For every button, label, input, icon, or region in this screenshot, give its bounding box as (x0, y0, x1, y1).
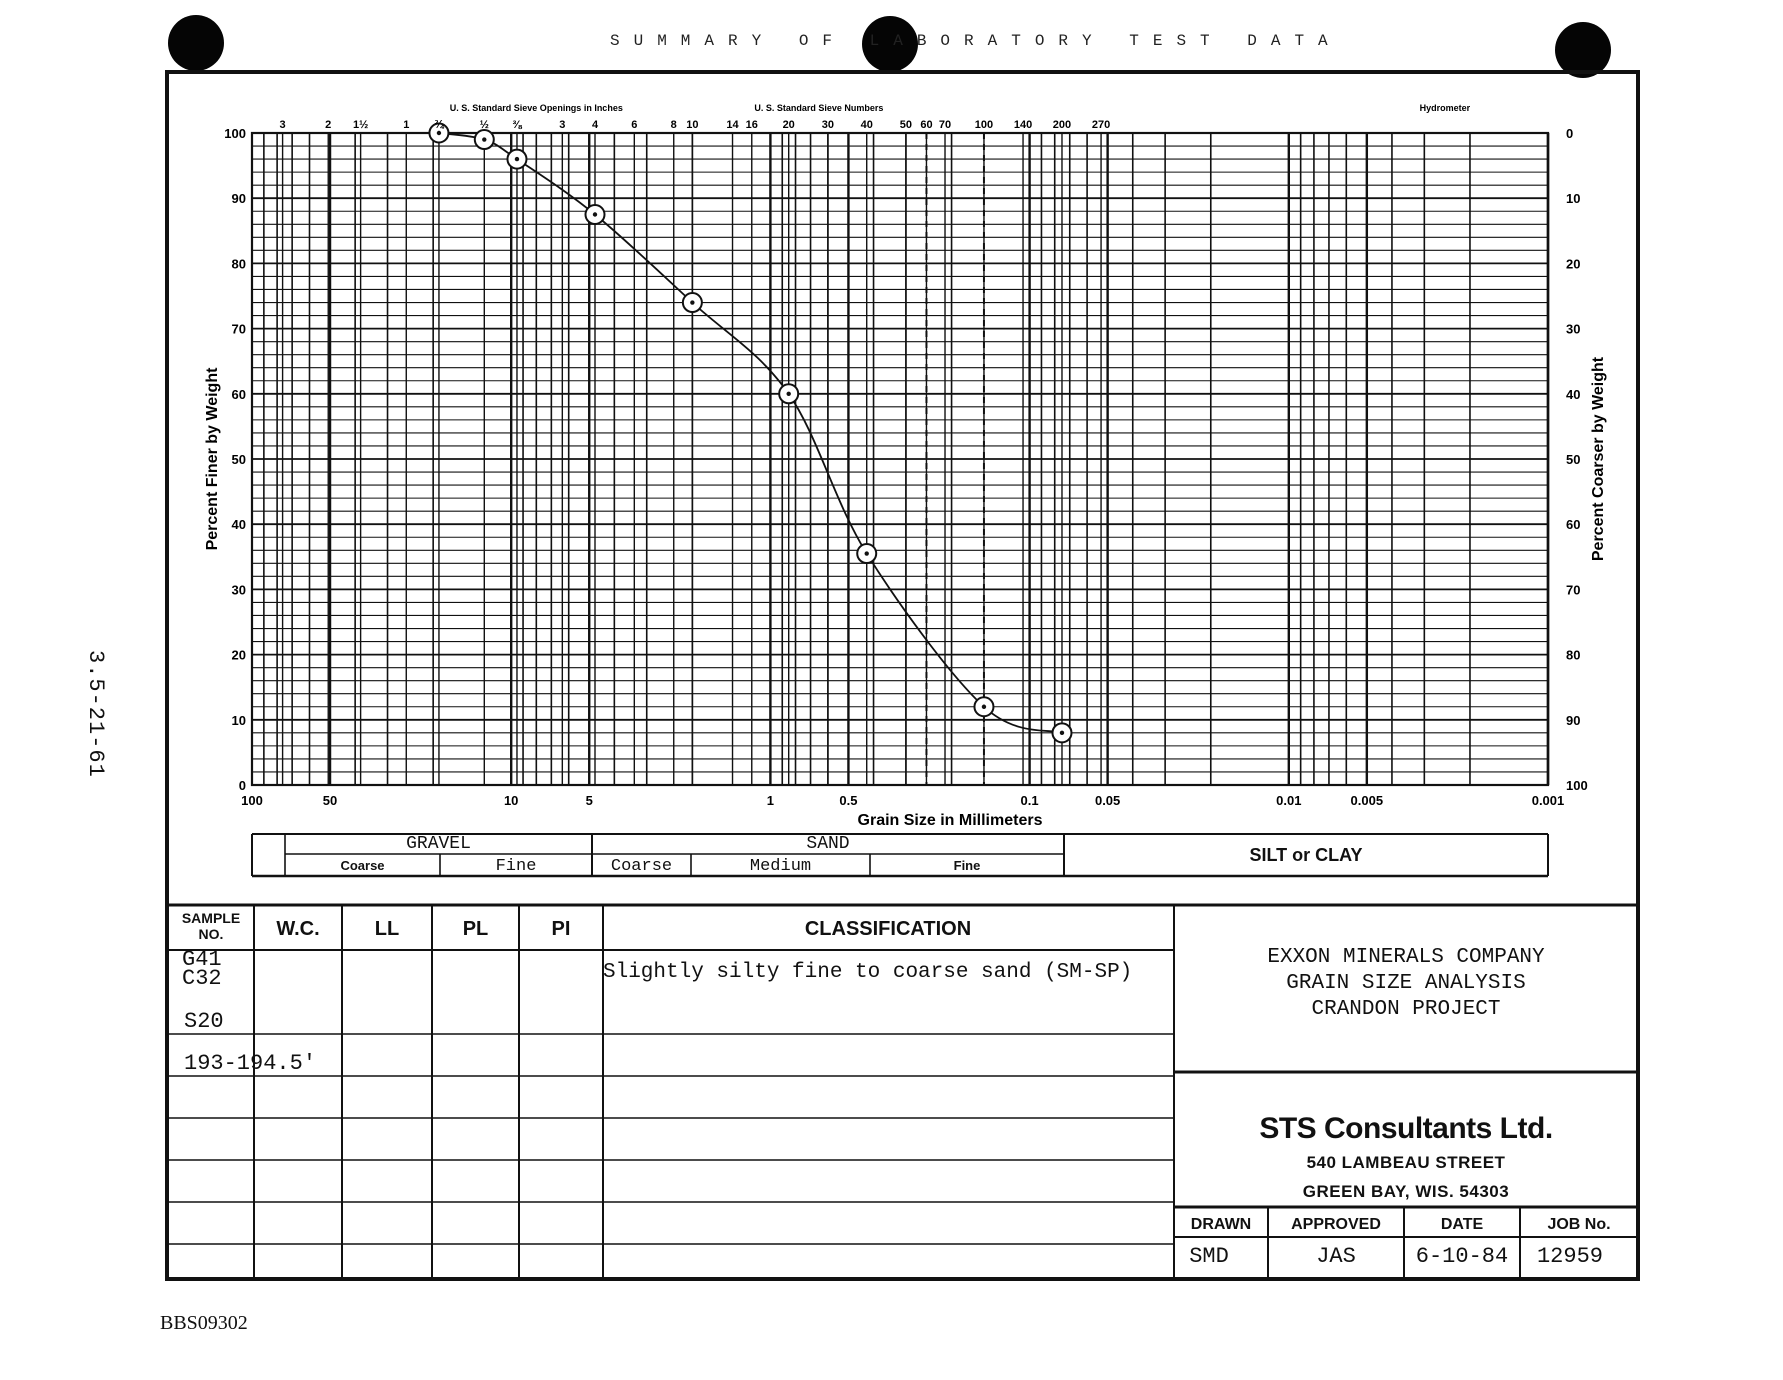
y-tick-label: 60 (231, 386, 246, 402)
header-ll: LL (374, 918, 400, 940)
drawn-header: DRAWN (1190, 1216, 1252, 1233)
sieve-inch-label: 2 (325, 119, 332, 131)
data-point-dot (690, 300, 694, 304)
sieve-inch-label: ¾ (434, 119, 444, 131)
y-tick-label-right: 20 (1566, 256, 1581, 272)
report-title: GRAIN SIZE ANALYSIS (1286, 972, 1526, 995)
data-point-dot (1060, 731, 1064, 735)
sieve-group-label: U. S. Standard Sieve Numbers (754, 103, 884, 113)
sieve-number-label: 4 (591, 119, 599, 131)
y-tick-label-right: 0 (1566, 126, 1574, 141)
sieve-group-label: U. S. Standard Sieve Openings in Inches (449, 103, 623, 113)
y-tick-label: 80 (231, 256, 246, 272)
document-code: BBS09302 (160, 1312, 248, 1334)
sand-medium-label: Medium (749, 857, 812, 876)
sieve-number-label: 100 (974, 119, 994, 131)
company-name: EXXON MINERALS COMPANY (1267, 946, 1545, 969)
header-text: SUMMARY OF LABORATORY TEST DATA (610, 32, 1342, 50)
date-value: 6-10-84 (1415, 1244, 1509, 1269)
sieve-inch-label: 3 (279, 119, 286, 131)
x-tick-label: 0.001 (1531, 793, 1565, 808)
approved-header: APPROVED (1291, 1216, 1381, 1233)
sand-label: SAND (806, 834, 850, 854)
data-point-dot (482, 137, 486, 141)
x-tick-label: 1 (766, 793, 775, 808)
sieve-number-label: 16 (745, 119, 758, 131)
y-tick-label-right: 70 (1566, 582, 1581, 598)
sieve-number-label: 60 (920, 119, 933, 131)
company-block (1176, 945, 1636, 1023)
header-pl: PL (462, 918, 489, 940)
drawn-value: SMD (1189, 1244, 1229, 1269)
data-point-dot (437, 131, 441, 135)
gravel-label: GRAVEL (406, 834, 471, 854)
x-tick-label: 50 (322, 793, 338, 808)
x-tick-label: 0.05 (1094, 793, 1121, 808)
x-tick-label: 10 (503, 793, 519, 808)
y-tick-label-right: 30 (1566, 321, 1581, 337)
sieve-number-label: 3 (559, 119, 566, 131)
data-point-dot (982, 705, 986, 709)
y-tick-label-right: 10 (1566, 191, 1581, 207)
side-code: 3.5-21-61 (83, 650, 108, 778)
y-tick-label-right: 100 (1566, 778, 1588, 793)
x-tick-label: 0.5 (839, 793, 858, 808)
data-point-dot (515, 157, 519, 161)
sieve-number-label: 6 (631, 119, 638, 131)
y-tick-label-right: 80 (1566, 647, 1581, 663)
job-no-value: 12959 (1536, 1244, 1603, 1269)
x-tick-label: 100 (241, 793, 263, 808)
date-header: DATE (1440, 1216, 1484, 1233)
y-tick-label: 0 (238, 778, 246, 793)
sieve-number-label: 20 (782, 119, 795, 131)
y-axis-label-right: Percent Coarser by Weight (1590, 356, 1607, 562)
silt-clay-label: SILT or CLAY (1249, 845, 1363, 865)
sample-line-3: S20 (184, 1009, 224, 1034)
sample-line-2: C32 (182, 966, 222, 991)
header-sample-no: SAMPLE NO. (181, 910, 241, 942)
sieve-number-label: 40 (860, 119, 873, 131)
sieve-number-label: 70 (938, 119, 952, 131)
sieve-number-label: 50 (899, 119, 913, 131)
y-tick-label: 30 (231, 582, 246, 598)
x-tick-label: 0.005 (1350, 793, 1384, 808)
consultant-name: STS Consultants Ltd. (1259, 1112, 1553, 1145)
consultant-city: GREEN BAY, WIS. 54303 (1302, 1182, 1510, 1201)
x-tick-label: 5 (585, 793, 593, 808)
x-tick-label: 0.1 (1020, 793, 1039, 808)
data-point-dot (865, 551, 869, 555)
gravel-coarse-label: Coarse (340, 858, 385, 873)
y-tick-label: 40 (231, 517, 246, 533)
x-tick-label: 0.01 (1276, 793, 1302, 808)
sand-fine-label: Fine (953, 858, 981, 873)
header-classification: CLASSIFICATION (804, 918, 972, 940)
y-tick-label-right: 60 (1566, 517, 1581, 533)
y-tick-label-right: 50 (1566, 452, 1581, 467)
sieve-inch-label: 1 (403, 119, 410, 131)
y-tick-label-right: 90 (1566, 712, 1581, 728)
sieve-number-label: 8 (670, 119, 677, 131)
project-name: CRANDON PROJECT (1311, 998, 1501, 1021)
sieve-number-label: 270 (1091, 119, 1111, 131)
approved-value: JAS (1316, 1244, 1356, 1269)
y-tick-label: 50 (231, 452, 246, 467)
sieve-inch-label: 1½ (352, 119, 369, 131)
y-tick-label: 10 (231, 712, 246, 728)
y-tick-label-right: 40 (1566, 386, 1581, 402)
header-pi: PI (551, 918, 571, 940)
data-point-dot (786, 392, 790, 396)
sample-line-1: G41 (182, 947, 222, 972)
sieve-number-label: 200 (1052, 119, 1072, 131)
classification-value: Slightly silty fine to coarse sand (SM-SP) (603, 961, 1133, 984)
y-tick-label: 20 (231, 647, 246, 663)
sand-coarse-label: Coarse (610, 857, 673, 876)
sieve-group-label: Hydrometer (1419, 103, 1471, 113)
sieve-inch-label: ⅜ (512, 119, 522, 131)
consultant-street: 540 LAMBEAU STREET (1306, 1153, 1506, 1172)
header-wc: W.C. (276, 918, 320, 940)
sieve-number-label: 30 (821, 119, 835, 131)
y-tick-label: 100 (224, 126, 246, 141)
sieve-number-label: 140 (1013, 119, 1033, 131)
sample-line-4: 193-194.5' (184, 1051, 317, 1076)
y-tick-label: 90 (231, 191, 246, 207)
y-axis-label: Percent Finer by Weight (204, 367, 221, 551)
sieve-number-label: 14 (726, 119, 739, 131)
x-axis-label: Grain Size in Millimeters (857, 812, 1043, 829)
sieve-number-label: 10 (686, 119, 699, 131)
job-no-header: JOB No. (1547, 1216, 1611, 1233)
data-point-dot (593, 212, 597, 216)
sieve-inch-label: ½ (479, 119, 489, 131)
gravel-fine-label: Fine (495, 857, 537, 876)
y-tick-label: 70 (231, 321, 246, 337)
